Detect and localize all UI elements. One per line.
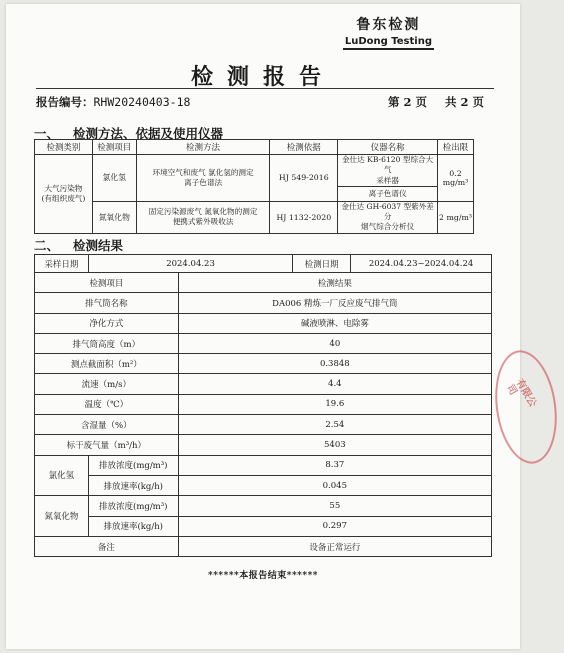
row-value: DA006 精炼一厂反应废气排气筒: [178, 293, 491, 313]
row-label: 含湿量（%）: [35, 415, 179, 435]
table-row: [35, 415, 492, 435]
report-title: 检测报告: [190, 65, 335, 90]
col-header: 检出限: [437, 140, 473, 155]
dates-row: [35, 255, 492, 273]
row-label: 温度（℃）: [35, 394, 179, 414]
pollutant-name: 氮氧化物: [35, 496, 89, 537]
row-value: 碱液喷淋、电除雾: [178, 313, 491, 333]
row-value: 4.4: [178, 374, 491, 394]
results-header-row: [35, 273, 492, 293]
remark-value: 设备正常运行: [178, 536, 491, 556]
sampling-date-label: 采样日期: [35, 255, 89, 273]
title-divider: [36, 88, 494, 89]
item-cell: 氮氧化物: [92, 201, 136, 233]
col-header: 检测方法: [136, 140, 270, 155]
table-row: [35, 333, 492, 353]
table-row: [35, 201, 474, 233]
table-row: [35, 293, 492, 313]
instrument-cell: 金仕达 GH-6037 型紫外差分 烟气综合分析仪: [338, 201, 438, 233]
page-number: [370, 94, 484, 110]
row-label: 净化方式: [35, 313, 179, 333]
row-value: 2.54: [178, 415, 491, 435]
pollutant-name: 氯化氢: [35, 455, 89, 496]
limit-cell: 2 mg/m³: [437, 201, 473, 233]
methods-header-row: [35, 140, 474, 155]
testing-date-label: 检测日期: [293, 255, 351, 273]
section-2-title: 检测结果: [73, 238, 124, 253]
category-cell: 大气污染物 (有组织废气): [35, 155, 93, 234]
row-value: 19.6: [178, 394, 491, 414]
section-1-number: 一、: [34, 126, 60, 141]
basis-cell: HJ 549-2016: [270, 155, 338, 202]
rate-value: 0.045: [178, 475, 491, 495]
table-row: [35, 455, 492, 475]
row-label: 标干废气量（m³/h）: [35, 435, 179, 455]
methods-table: [34, 139, 474, 234]
results-table: [34, 254, 492, 557]
rate-label: 排放速率(kg/h): [88, 475, 178, 495]
table-row: [35, 435, 492, 455]
table-row: [35, 394, 492, 414]
table-row: [35, 374, 492, 394]
brand-name-en: LuDong Testing: [343, 36, 434, 50]
method-cell: 环境空气和废气 氯化氢的测定 离子色谱法: [136, 155, 270, 202]
report-number-label: 报告编号：: [36, 95, 94, 109]
row-value: 40: [178, 333, 491, 353]
rate-value: 0.297: [178, 516, 491, 536]
conc-label: 排放浓度(mg/m³): [88, 455, 178, 475]
conc-label: 排放浓度(mg/m³): [88, 496, 178, 516]
section-2-heading: [34, 236, 123, 254]
row-value: 0.3848: [178, 354, 491, 374]
page-current: 第 2 页: [387, 95, 427, 109]
method-cell: 固定污染源废气 氮氧化物的测定 便携式紫外吸收法: [136, 201, 270, 233]
official-seal-text: 有限公司: [503, 377, 539, 409]
item-header: 检测项目: [35, 273, 179, 293]
brand-name-cn: 鲁东检测: [356, 17, 421, 33]
item-cell: 氯化氢: [92, 155, 136, 202]
conc-value: 55: [178, 496, 491, 516]
instrument-cell: 金仕达 KB-6120 型综合大气 采样器: [338, 155, 438, 187]
report-number-value: RHW20240403-18: [93, 95, 191, 109]
report-number: [36, 94, 190, 110]
rate-label: 排放速率(kg/h): [88, 516, 178, 536]
row-value: 5403: [178, 435, 491, 455]
basis-cell: HJ 1132-2020: [270, 201, 338, 233]
row-label: 测点截面积（m²）: [35, 354, 179, 374]
table-row: [35, 475, 492, 495]
col-header: 检测依据: [270, 140, 338, 155]
page-total: 共 2 页: [444, 95, 484, 109]
sampling-date-value: 2024.04.23: [88, 255, 292, 273]
table-row: [35, 496, 492, 516]
limit-cell: 0.2 mg/m³: [437, 155, 473, 202]
col-header: 检测类别: [35, 140, 93, 155]
table-row: [35, 536, 492, 556]
table-row: [35, 516, 492, 536]
table-row: [35, 155, 474, 187]
section-1-title: 检测方法、依据及使用仪器: [73, 126, 224, 141]
row-label: 流速（m/s）: [35, 374, 179, 394]
brand-header: [343, 14, 434, 50]
result-header: 检测结果: [178, 273, 491, 293]
col-header: 检测项目: [92, 140, 136, 155]
instrument-cell: 离子色谱仪: [338, 186, 438, 201]
conc-value: 8.37: [178, 455, 491, 475]
table-row: [35, 313, 492, 333]
row-label: 排气筒名称: [35, 293, 179, 313]
table-row: [35, 354, 492, 374]
testing-date-value: 2024.04.23~2024.04.24: [351, 255, 492, 273]
col-header: 仪器名称: [338, 140, 438, 155]
remark-label: 备注: [35, 536, 179, 556]
section-2-number: 二、: [34, 238, 60, 253]
row-label: 排气筒高度（m）: [35, 333, 179, 353]
report-end-note: ******本报告结束******: [208, 571, 318, 581]
